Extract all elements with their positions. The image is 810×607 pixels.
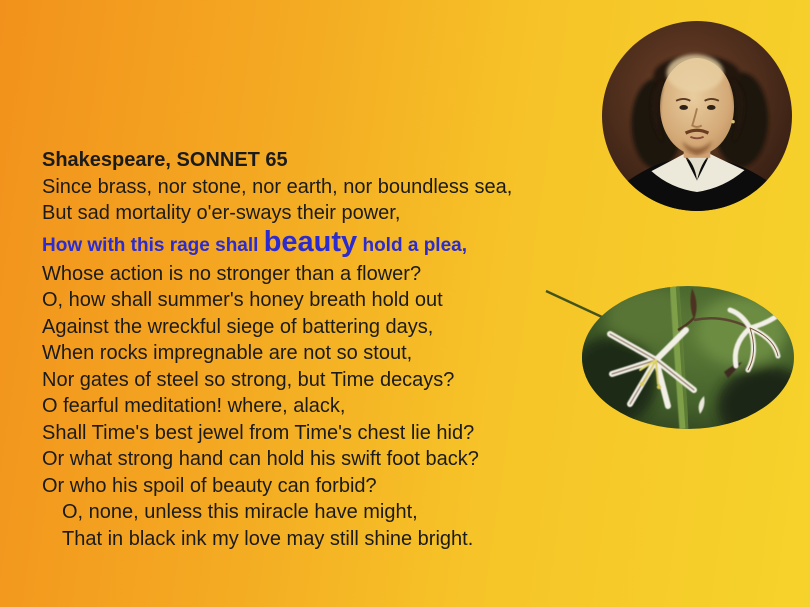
- poem-title: Shakespeare, SONNET 65: [42, 149, 288, 171]
- highlight-prefix: How with this rage shall: [42, 234, 264, 256]
- poem-line: Or what strong hand can hold his swift foot back?: [42, 448, 479, 470]
- poem-couplet-line: O, none, unless this miracle have might,: [62, 501, 418, 523]
- shakespeare-portrait-image: [602, 21, 792, 211]
- poem-line: Nor gates of steel so strong, but Time decays?: [42, 368, 455, 391]
- poem-line: Against the wreckful siege of battering days,: [42, 315, 434, 338]
- poem-line: Since brass, nor stone, nor earth, nor boundless sea,: [42, 175, 513, 198]
- shakespeare-portrait-art: [602, 21, 792, 211]
- poem-block: [42, 147, 572, 552]
- poem-line: Shall Time's best jewel from Time's chest lie hid?: [42, 421, 475, 444]
- flower-photo-image: [582, 286, 794, 429]
- poem-line: But sad mortality o'er-sways their power,: [42, 202, 401, 224]
- highlight-emphasis-word: beauty: [263, 225, 358, 258]
- highlight-line: [42, 227, 572, 261]
- poem-line: Whose action is no stronger than a flower?: [42, 262, 422, 285]
- poem-line: Or who his spoil of beauty can forbid?: [42, 474, 377, 497]
- poem-couplet-line: That in black ink my love may still shine bright.: [62, 527, 474, 550]
- flower-photo-art: [582, 286, 794, 429]
- highlight-suffix: hold a plea,: [357, 234, 467, 256]
- poem-line: O, how shall summer's honey breath hold out: [42, 289, 443, 311]
- poem-line: When rocks impregnable are not so stout,: [42, 342, 413, 364]
- poem-line: O fearful meditation! where, alack,: [42, 395, 346, 417]
